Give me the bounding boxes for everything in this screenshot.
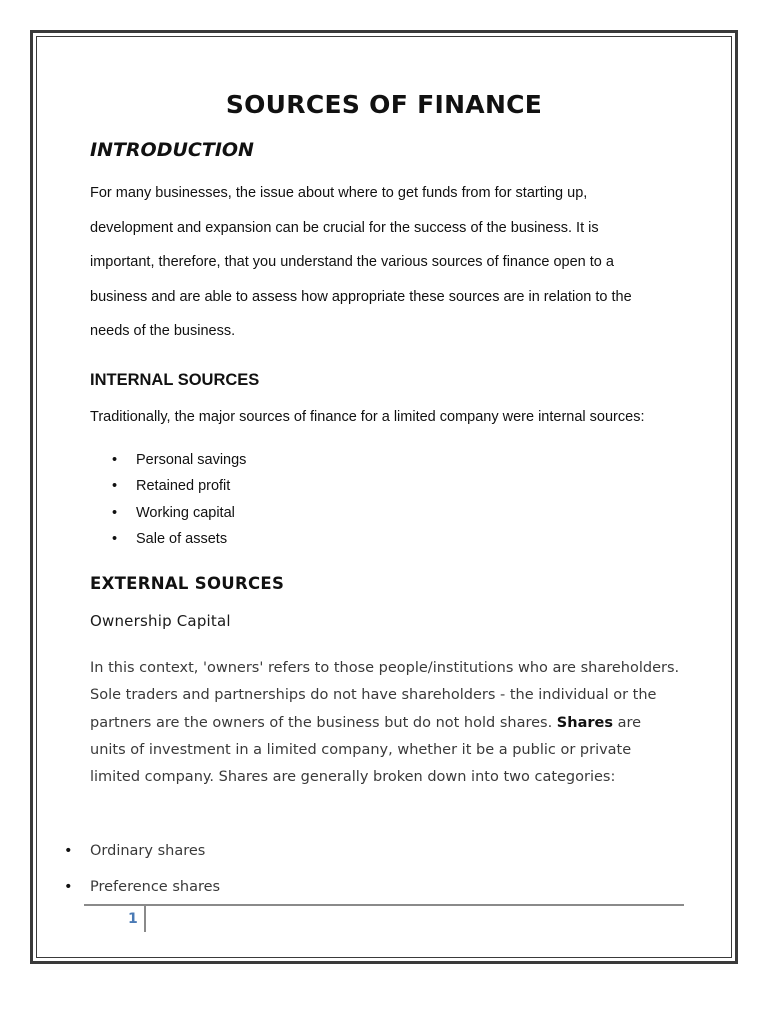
bullet-icon: • xyxy=(64,879,73,895)
list-item: • Preference shares xyxy=(64,875,220,911)
footer-rule xyxy=(84,904,684,906)
internal-sources-list xyxy=(112,449,246,555)
external-sources-heading: EXTERNAL SOURCES xyxy=(90,574,285,593)
introduction-paragraph xyxy=(90,176,680,349)
document-title: SOURCES OF FINANCE xyxy=(225,90,543,119)
introduction-heading: INTRODUCTION xyxy=(90,139,254,161)
ownership-capital-subheading: Ownership Capital xyxy=(90,612,231,630)
introduction-line: development and expansion can be crucial for the success of the business. It is xyxy=(90,219,599,236)
list-item: • Sale of assets xyxy=(112,528,246,554)
ownership-capital-paragraph: In this context, 'owners' refers to those people/institutions who are shareholders. Sole traders and partnerships do not have shareholders - the individual or the partners are the owners of the business but do not hold shares. Shares are units of investment in a limited company, whether it be a public or private limited company. Shares are generally broken down into two categories: xyxy=(90,660,680,786)
bullet-icon: • xyxy=(112,504,118,521)
internal-sources-lead: Traditionally, the major sources of finance for a limited company were internal sources: xyxy=(90,409,645,425)
introduction-line: For many businesses, the issue about where to get funds from for starting up, xyxy=(90,185,588,201)
bullet-icon: • xyxy=(64,843,73,859)
bullet-icon: • xyxy=(112,452,118,468)
list-item: • Ordinary shares xyxy=(64,839,220,875)
internal-sources-heading: INTERNAL SOURCES xyxy=(90,371,260,389)
page-number: 1 xyxy=(128,911,138,927)
list-item: • Personal savings xyxy=(112,449,246,475)
list-item: • Retained profit xyxy=(112,475,246,501)
introduction-line: needs of the business. xyxy=(90,323,236,340)
introduction-line: business and are able to assess how appropriate these sources are in relation to the xyxy=(90,288,632,305)
list-item: • Working capital xyxy=(112,502,246,528)
bullet-icon: • xyxy=(112,531,118,548)
shares-term: Shares xyxy=(556,714,613,731)
page-number-divider xyxy=(144,906,146,932)
introduction-line: important, therefore, that you understand the various sources of finance open to a xyxy=(90,254,614,271)
bullet-icon: • xyxy=(112,478,118,495)
share-categories-list xyxy=(64,839,220,911)
